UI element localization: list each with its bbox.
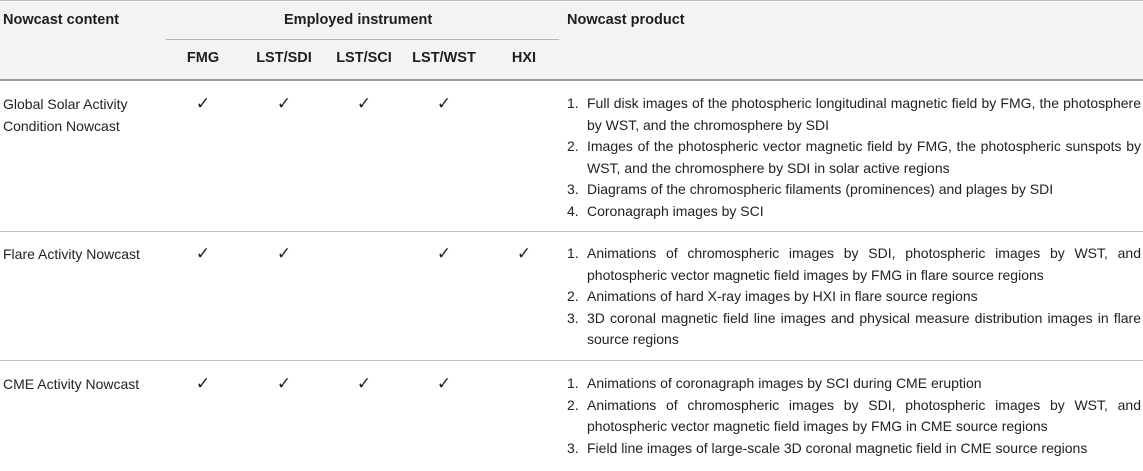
header-top-rule: [0, 0, 1143, 1]
check-mark: ✓: [276, 244, 292, 264]
item-text: Diagrams of the chromospheric filaments (prominences) and plages by SDI: [587, 181, 1054, 197]
check-mark: ✓: [195, 94, 211, 114]
item-text: Animations of coronagraph images by SCI during CME eruption: [587, 375, 982, 391]
item-text: 3D coronal magnetic field line images and physical measure distribution images in flare source regions: [587, 309, 1141, 347]
list-item: [567, 243, 1141, 286]
list-item: [567, 136, 1141, 179]
row-divider: [0, 360, 1143, 361]
check-mark: ✓: [436, 244, 452, 264]
item-number: 3.: [567, 309, 579, 326]
header-instrument-lst-wst: LST/WST: [412, 50, 476, 66]
list-item: [567, 179, 1141, 201]
item-text: Coronagraph images by SCI: [587, 202, 764, 219]
check-mark: ✓: [356, 94, 372, 114]
row-label-cme: CME Activity Nowcast: [3, 376, 140, 392]
header-bottom-rule: [0, 79, 1143, 81]
list-item: [567, 286, 1141, 308]
item-number: 3.: [567, 181, 579, 197]
header-instrument-lst-sdi: LST/SDI: [256, 50, 312, 66]
header-nowcast-product: Nowcast product: [567, 12, 685, 28]
item-text: Field line images of large-scale 3D coronal magnetic field in CME source regions: [587, 439, 1088, 456]
check-mark: ✓: [276, 94, 292, 114]
product-list-cme: [567, 373, 1141, 459]
row-divider: [0, 231, 1143, 232]
product-list-flare: [567, 243, 1141, 351]
check-mark: ✓: [436, 374, 452, 394]
header-employed-instrument: Employed instrument: [284, 12, 433, 28]
item-number: 2.: [567, 138, 579, 154]
check-mark: ✓: [195, 374, 211, 394]
item-number: 1.: [567, 375, 579, 391]
header-instrument-lst-sci: LST/SCI: [336, 50, 392, 66]
list-item: [567, 93, 1141, 136]
header-instrument-fmg: FMG: [186, 50, 220, 66]
item-number: 3.: [567, 439, 579, 456]
item-text: Animations of chromospheric images by SDI, photospheric images by WST, and photospheric vector magnetic field images by FMG in CME source regions: [587, 396, 1141, 434]
item-number: 4.: [567, 202, 579, 219]
item-number: 2.: [567, 288, 579, 304]
item-text: Full disk images of the photospheric longitudinal magnetic field by FMG, the photosphere by WST, and the chromosphere by SDI: [587, 95, 1141, 133]
list-item: [567, 308, 1141, 351]
header-nowcast-content: Nowcast content: [3, 12, 120, 28]
check-mark: ✓: [195, 244, 211, 264]
item-text: Animations of chromospheric images by SDI, photospheric images by WST, and photospheric vector magnetic field images by FMG in flare source regions: [587, 245, 1141, 283]
item-number: 1.: [567, 245, 579, 261]
check-mark: ✓: [516, 244, 532, 264]
header-instrument-hxi: HXI: [511, 50, 537, 66]
item-number: 2.: [567, 396, 579, 413]
item-text: Images of the photospheric vector magnetic field by FMG, the photospheric sunspots by WST, and the chromosphere by SDI in solar active regions: [587, 138, 1141, 176]
row-label-global: Global Solar Activity Condition Nowcast: [3, 96, 128, 134]
list-item: [567, 395, 1141, 438]
list-item: [567, 201, 1141, 223]
row-label-flare: Flare Activity Nowcast: [3, 246, 140, 262]
product-list-global: [567, 93, 1141, 222]
check-mark: ✓: [356, 374, 372, 394]
list-item: [567, 438, 1141, 460]
item-text: Animations of hard X-ray images by HXI in flare source regions: [587, 288, 978, 304]
instrument-group-rule: [166, 39, 559, 40]
check-mark: ✓: [276, 374, 292, 394]
item-number: 1.: [567, 95, 579, 111]
check-mark: ✓: [436, 94, 452, 114]
list-item: [567, 373, 1141, 395]
